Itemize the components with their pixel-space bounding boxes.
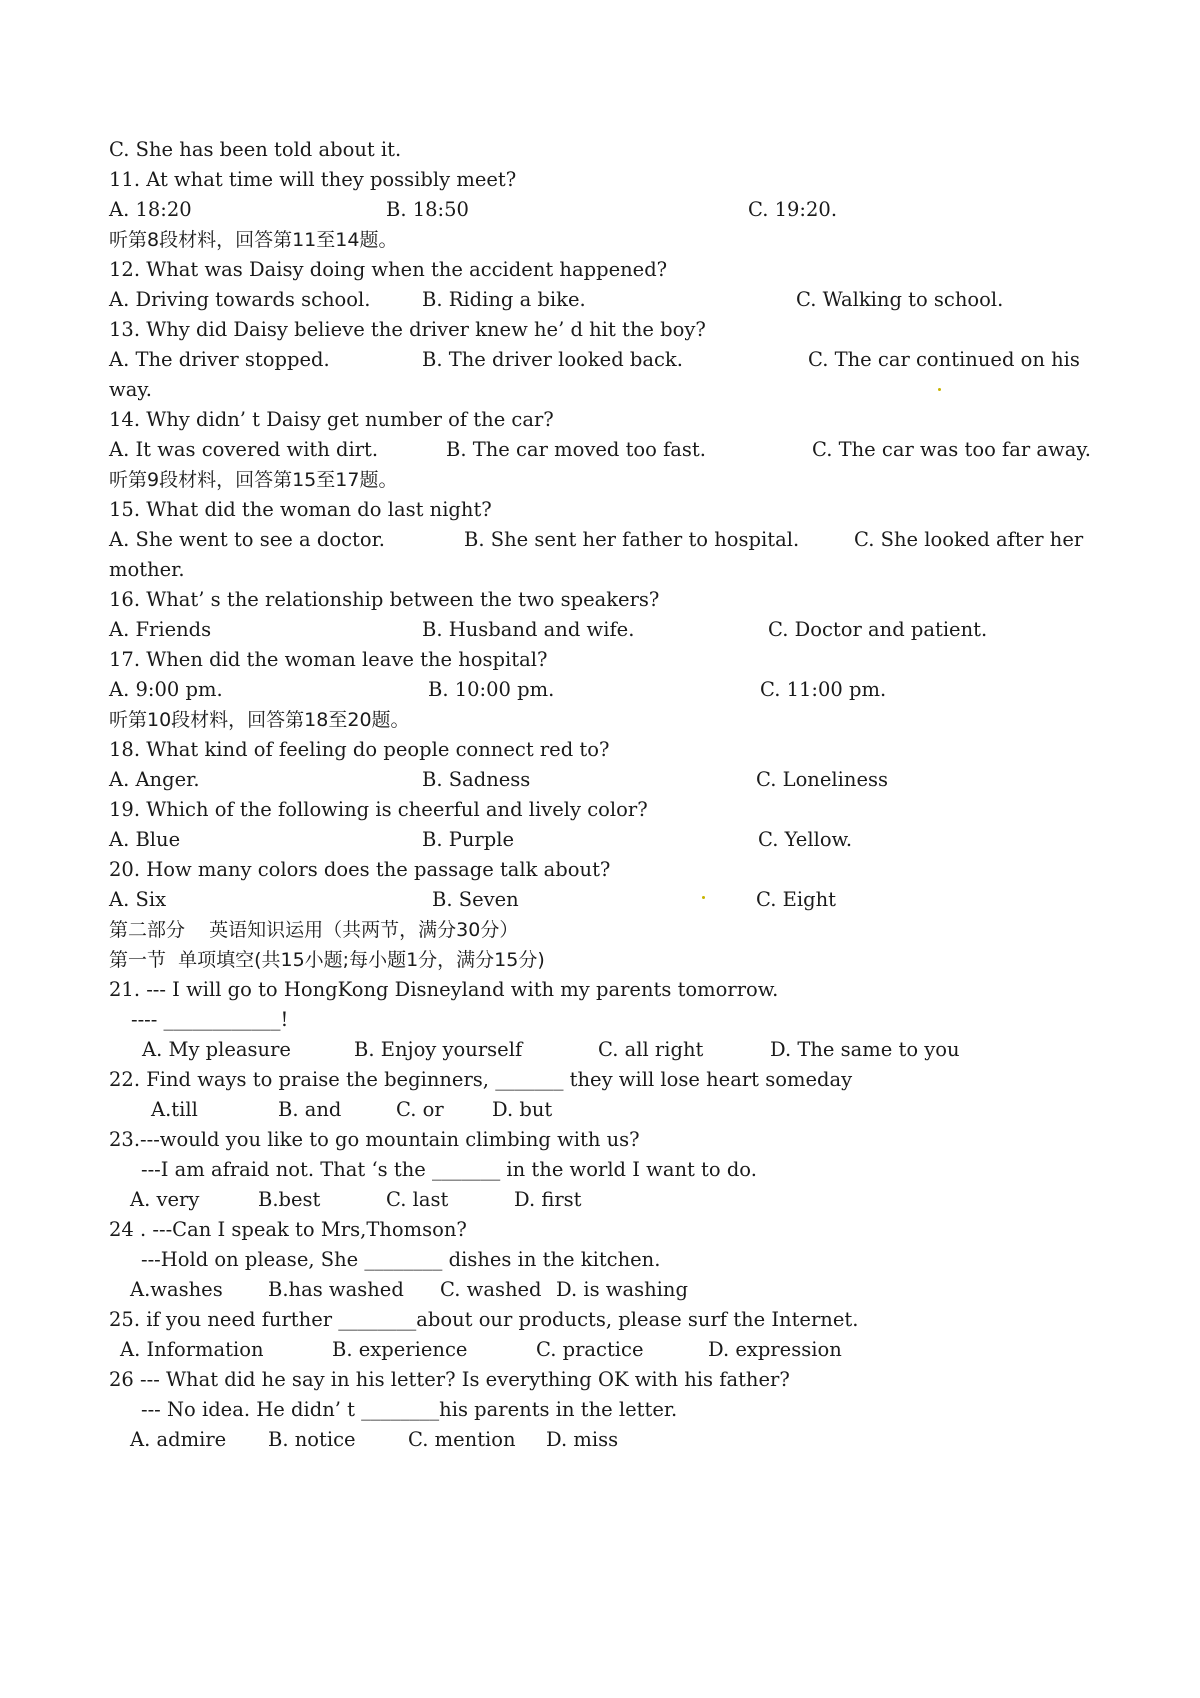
option-c: C. washed <box>440 1278 542 1301</box>
option-c: C. all right <box>598 1038 704 1061</box>
option-c: C. mention <box>408 1428 516 1451</box>
option-b: B. The driver looked back. <box>422 348 683 371</box>
option-a: A. It was covered with dirt. <box>109 438 379 461</box>
option-c: C. Loneliness <box>756 768 888 791</box>
option-d: D. but <box>492 1098 553 1121</box>
option-a: A. very <box>130 1188 200 1211</box>
option-b: B. Riding a bike. <box>422 288 586 311</box>
option-a: A. Anger. <box>109 768 200 791</box>
question-11: 11. At what time will they possibly meet? <box>109 168 517 191</box>
section-instruction: 听第9段材料，回答第15至17题。 <box>109 469 398 491</box>
option-b: B. Enjoy yourself <box>354 1038 523 1061</box>
section-instruction: 听第8段材料，回答第11至14题。 <box>109 229 398 251</box>
option-a: A. Information <box>120 1338 264 1361</box>
option-a: A. 9:00 pm. <box>109 678 223 701</box>
dialogue-reply: --- No idea. He didn’ t ________his parents in the letter. <box>141 1398 678 1421</box>
dialogue-reply: ---I am afraid not. That ‘s the _______ in the world I want to do. <box>141 1158 757 1181</box>
option-b: B. Seven <box>432 888 519 911</box>
option-c: C. The car continued on his <box>808 348 1080 371</box>
question-20: 20. How many colors does the passage talk about? <box>109 858 611 881</box>
question-25: 25. if you need further ________about our products, please surf the Internet. <box>109 1308 859 1331</box>
option-b: B. experience <box>332 1338 468 1361</box>
option-a: A. She went to see a doctor. <box>109 528 385 551</box>
option-a: A. admire <box>130 1428 227 1451</box>
option-b: B.best <box>258 1188 321 1211</box>
option-d: D. expression <box>708 1338 842 1361</box>
question-21: 21. --- I will go to HongKong Disneyland with my parents tomorrow. <box>109 978 779 1001</box>
question-15: 15. What did the woman do last night? <box>109 498 492 521</box>
part-heading: 第二部分 英语知识运用（共两节，满分30分） <box>109 919 519 941</box>
dialogue-reply: ---- ____________! <box>131 1008 289 1031</box>
option-a: A. My pleasure <box>142 1038 291 1061</box>
option-c: C. 11:00 pm. <box>760 678 887 701</box>
option-a: A.washes <box>130 1278 223 1301</box>
question-19: 19. Which of the following is cheerful and lively color? <box>109 798 648 821</box>
option-c: C. The car was too far away. <box>812 438 1091 461</box>
option-d: D. first <box>514 1188 582 1211</box>
option-b: B. and <box>278 1098 342 1121</box>
option-continuation: way. <box>109 378 152 401</box>
option-a: A. Friends <box>109 618 212 641</box>
option-b: B. Husband and wife. <box>422 618 635 641</box>
question-14: 14. Why didn’ t Daisy get number of the car? <box>109 408 554 431</box>
option-b: B. 18:50 <box>386 198 469 221</box>
option-c: C. practice <box>536 1338 644 1361</box>
question-24: 24 . ---Can I speak to Mrs,Thomson? <box>109 1218 467 1241</box>
option-c: C. She looked after her <box>854 528 1084 551</box>
option-a: A.till <box>151 1098 198 1121</box>
option-a: A. 18:20 <box>109 198 192 221</box>
option-b: B. notice <box>268 1428 356 1451</box>
option-b: B. She sent her father to hospital. <box>464 528 800 551</box>
option-d: D. miss <box>546 1428 619 1451</box>
option-a: A. Six <box>109 888 167 911</box>
section-instruction: 听第10段材料，回答第18至20题。 <box>109 709 410 731</box>
option-continuation: mother. <box>109 558 185 581</box>
option-a: A. Blue <box>109 828 181 851</box>
question-22: 22. Find ways to praise the beginners, _______ they will lose heart someday <box>109 1068 853 1091</box>
question-18: 18. What kind of feeling do people connect red to? <box>109 738 610 761</box>
option-line: C. She has been told about it. <box>109 138 402 161</box>
question-17: 17. When did the woman leave the hospital? <box>109 648 548 671</box>
option-c: C. last <box>386 1188 449 1211</box>
option-c: C. Yellow. <box>758 828 853 851</box>
section-heading: 第一节 单项填空(共15小题;每小题1分，满分15分) <box>109 949 545 971</box>
option-a: A. The driver stopped. <box>109 348 330 371</box>
option-b: B. Purple <box>422 828 514 851</box>
option-b: B. Sadness <box>422 768 531 791</box>
option-c: C. Walking to school. <box>796 288 1004 311</box>
options-26 <box>109 1428 619 1572</box>
option-b: B. 10:00 pm. <box>428 678 555 701</box>
option-b: B.has washed <box>268 1278 404 1301</box>
question-16: 16. What’ s the relationship between the two speakers? <box>109 588 660 611</box>
ink-speck <box>938 388 941 391</box>
question-13: 13. Why did Daisy believe the driver knew he’ d hit the boy? <box>109 318 706 341</box>
option-c: C. 19:20. <box>748 198 838 221</box>
dialogue-reply: ---Hold on please, She ________ dishes in the kitchen. <box>141 1248 661 1271</box>
question-12: 12. What was Daisy doing when the accident happened? <box>109 258 668 281</box>
question-23: 23.---would you like to go mountain climbing with us? <box>109 1128 640 1151</box>
question-26: 26 --- What did he say in his letter? Is everything OK with his father? <box>109 1368 790 1391</box>
option-c: C. Eight <box>756 888 836 911</box>
option-d: D. The same to you <box>770 1038 960 1061</box>
option-d: D. is washing <box>556 1278 688 1301</box>
option-c: C. or <box>396 1098 444 1121</box>
option-c: C. Doctor and patient. <box>768 618 988 641</box>
option-a: A. Driving towards school. <box>109 288 371 311</box>
ink-speck <box>702 896 705 899</box>
option-b: B. The car moved too fast. <box>446 438 706 461</box>
